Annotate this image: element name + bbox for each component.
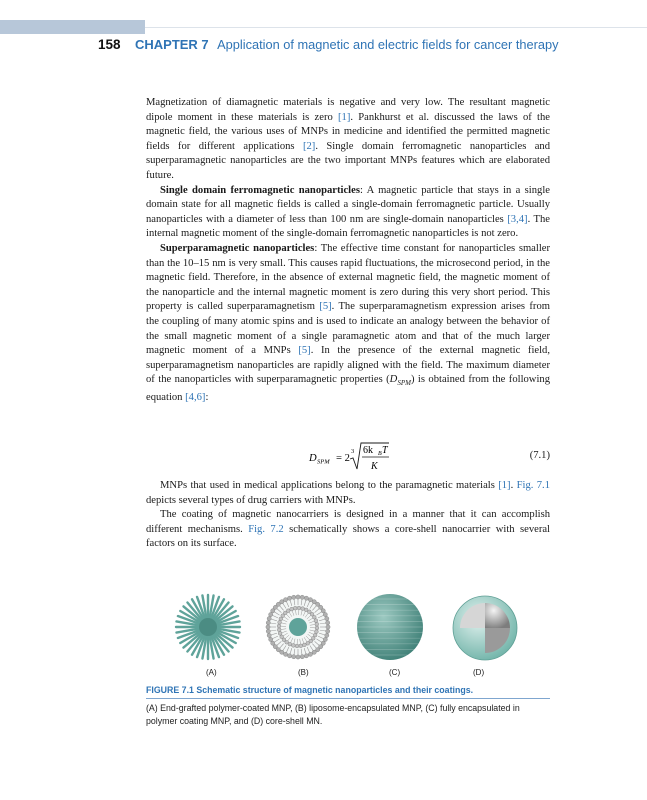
svg-text:= 2: = 2 <box>336 453 350 464</box>
citation-link[interactable]: [3,4] <box>507 213 528 225</box>
equation-7-1 <box>146 440 550 474</box>
core-shell-mn <box>453 596 517 660</box>
figure-link[interactable]: Fig. 7.1 <box>516 480 550 491</box>
paragraph-single-domain: Single domain ferromagnetic nanoparticles: A magnetic particle that stays in a single domain state for all magnetic fields is called a single-domain ferromagnetic particle. Usually nanoparticles with a diameter of less than 100 nm are single-domain nanoparticles [3,4]. The internal magnetic moment of the single-domain ferromagnetic nanoparticles is not zero. <box>146 184 551 240</box>
svg-text:B: B <box>378 451 382 457</box>
caption-body: (A) End-grafted polymer-coated MNP, (B) liposome-encapsulated MNP, (C) fully encapsulated in polymer coating MNP, and (D) core-shell MN. <box>146 703 520 726</box>
paragraph-diamagnetic: Magnetization of diamagnetic materials is negative and very low. The resultant magnetic dipole moment in these materials is zero [1]. Pankhurst et al. discussed the laws of the magnetic field, the various uses of MNPs in medicine and identified the permitted magnetic fields for different applications [2]. Single domain ferromagnetic nanoparticles and superparamagnetic nanoparticles are the two important MNPs features which are elaborated future. <box>146 97 551 181</box>
run-in-heading: Superparamagnetic nanoparticles <box>160 242 315 254</box>
citation-link[interactable]: [5] <box>298 345 311 357</box>
citation-link[interactable]: [5] <box>319 301 332 313</box>
equation-formula <box>146 440 550 474</box>
citation-link[interactable]: [1] <box>338 111 351 123</box>
liposome-encapsulated-mnp <box>266 595 330 659</box>
chapter-label: CHAPTER 7 <box>134 37 209 52</box>
svg-text:D: D <box>309 453 317 464</box>
svg-text:3: 3 <box>351 448 355 455</box>
figure-caption <box>146 685 550 727</box>
header-color-bar <box>0 20 145 34</box>
polymer-encapsulated-mnp <box>357 594 423 660</box>
run-in-heading: Single domain ferromagnetic nanoparticles <box>160 184 360 196</box>
end-grafted-polymer-mnp <box>176 595 240 659</box>
caption-title: FIGURE 7.1 Schematic structure of magnetic nanoparticles and their coatings. <box>146 685 550 699</box>
figure-link[interactable]: Fig. 7.2 <box>248 523 284 535</box>
body-text <box>146 96 550 406</box>
svg-text:SPM: SPM <box>317 458 330 466</box>
equation-number: (7.1) <box>529 450 550 461</box>
chapter-title: Application of magnetic and electric fields for cancer therapy <box>217 37 559 52</box>
citation-link[interactable]: [4,6] <box>185 391 206 403</box>
citation-link[interactable]: [2] <box>302 140 316 152</box>
svg-text:T: T <box>382 445 388 456</box>
page-number: 158 <box>98 37 121 52</box>
panel-label-b: (B) <box>298 668 309 677</box>
svg-text:6k: 6k <box>363 445 373 456</box>
body-text-continued <box>146 479 550 552</box>
panel-label-a: (A) <box>206 668 217 677</box>
running-header <box>98 36 638 56</box>
panel-label-d: (D) <box>473 668 485 677</box>
paragraph-coating: The coating of magnetic nanocarriers is designed in a manner that it can accomplish different mechanisms. Fig. 7.2 schematically shows a core-shell nanocarrier with several factors on its surface. <box>146 509 551 550</box>
svg-text:K: K <box>371 461 378 472</box>
figure-panel-labels <box>146 668 550 680</box>
figure-7-1 <box>168 590 528 680</box>
paragraph-mnps-medical: MNPs that used in medical applications belong to the paramagnetic materials [1]. Fig. 7.1 depicts several types of drug carriers with MNPs. <box>146 480 550 506</box>
panel-label-c: (C) <box>389 668 401 677</box>
paragraph-superparamagnetic: Superparamagnetic nanoparticles: The effective time constant for nanoparticles smaller than the 10–15 nm is very small. This causes rapid fluctuations, the microsecond period, in the magnetic field. Therefore, in the absence of external magnetic field, the magnetic moment of the nanoparticle and the internal magnetic moment is zero during this very short period. This property is called superparamagnetism [5]. The superparamagnetism expression arises from the coupling of many atomic spins and is used to indicate an analogy between the behavior of the small magnetic moment of a single paramagnetic atom and that of the much larger magnetic moment of a MNPs [5]. In the presence of the external magnetic field, superparamagnetism nanoparticles are rapidly aligned with the field. The maximum diameter of the nanoparticles with superparamagnetic properties $(D_{SPM})$ is obtained from the following equation [4,6]: <box>146 242 551 403</box>
header-rule <box>145 27 647 28</box>
citation-link[interactable]: [1] <box>498 480 511 491</box>
